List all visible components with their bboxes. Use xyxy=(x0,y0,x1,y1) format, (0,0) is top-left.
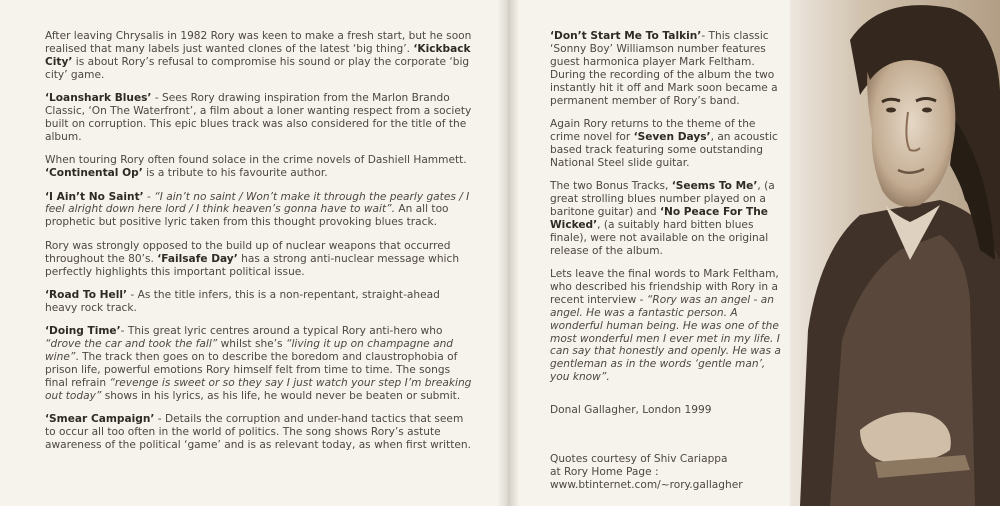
song-title: ‘Continental Op’ xyxy=(45,167,143,180)
sepia-portrait-photo xyxy=(790,0,1000,506)
paragraph-road-to-hell: ‘Road To Hell’ - As the title infers, this is a non-repentant, straight-ahead heavy rock track. xyxy=(45,289,440,314)
portrait-illustration xyxy=(790,0,1000,506)
paragraph-dont-start-me-to-talkin: ‘Don’t Start Me To Talkin’- This classic ‘Sonny Boy’ Williamson number features guest harmonica player Mark Feltham. During the recording of the album the two instantly hit it off and Mark soon became a permanent member of Rory’s band. xyxy=(550,30,778,107)
paragraph-loanshark-blues: ‘Loanshark Blues’ - Sees Rory drawing inspiration from the Marlon Brando Classic, ‘On The Waterfront’, a film about a loner wanting respect from a society built on corruption. This epic blues track was also considered for the title of the album. xyxy=(45,92,472,143)
lyric-quote: “revenge is sweet or so they say I just watch your step I’m breaking out today” xyxy=(45,376,472,402)
booklet-fold xyxy=(497,0,519,506)
paragraph-i-aint-no-saint: ‘I Ain’t No Saint’ - “I ain’t no saint / Won’t make it through the pearly gates / I feel alright down here lord / I think heaven’s gonna have to wait”. An all too prophetic but positive lyric taken from this thought provoking blues track. xyxy=(45,190,470,229)
credits-line: at Rory Home Page : xyxy=(550,465,659,478)
song-title: ‘Don’t Start Me To Talkin’ xyxy=(550,30,702,42)
song-title: ‘I Ain’t No Saint’ xyxy=(45,190,144,203)
paragraph-doing-time: ‘Doing Time’- This great lyric centres around a typical Rory anti-hero who “drove the car and took the fall” whilst she’s “living it up on champagne and wine”. The track then goes on to describe the boredom and claustrophobia of prison life, powerful emotions Rory himself felt from time to time. The songs final refrain “revenge is sweet or so they say I just watch your step I’m breaking out today” shows in his lyrics, as his life, he would never be beaten or submit. xyxy=(45,325,472,402)
paragraph-bonus-tracks: The two Bonus Tracks, ‘Seems To Me’, (a great strolling blues number played on a baritone guitar) and ‘No Peace For The Wicked’, (a suitably hard bitten blues finale), were not available on the original release of the album. xyxy=(550,180,775,257)
song-title: ‘Seems To Me’ xyxy=(671,180,758,193)
right-text-column xyxy=(550,30,788,502)
interview-quote: “Rory was an angel - an angel. He was a fantastic person. A wonderful human being. He was one of the most wonderful men I ever met in my life. I can say that honestly and openly. He was a gentleman as in the words ‘gentle man’, you know”. xyxy=(550,293,781,384)
paragraph-smear-campaign: ‘Smear Campaign’ - Details the corruption and under-hand tactics that seem to occur all too often in the world of politics. The song shows Rory’s astute awareness of the political ‘game’ and is as relevant today, as when first written. xyxy=(45,413,471,452)
credits-line: Quotes courtesy of Shiv Cariappa xyxy=(550,453,728,466)
song-title: ‘No Peace For The Wicked’ xyxy=(550,205,768,231)
lyric-quote: “living it up on champagne and wine” xyxy=(45,338,454,364)
song-title: ‘Road To Hell’ xyxy=(45,289,128,301)
song-title: ‘Failsafe Day’ xyxy=(157,252,238,265)
paragraph-continental-op: When touring Rory often found solace in the crime novels of Dashiell Hammett. ‘Continental Op’ is a tribute to his favourite author. xyxy=(45,154,467,180)
song-title: ‘Kickback City’ xyxy=(45,42,471,68)
lyric-quote: “drove the car and took the fall” xyxy=(45,338,218,351)
credits-url: www.btinternet.com/~rory.gallagher xyxy=(550,478,743,491)
left-text-column xyxy=(45,30,475,462)
paragraph-seven-days: Again Rory returns to the theme of the crime novel for ‘Seven Days’, an acoustic based track featuring some outstanding National Steel slide guitar. xyxy=(550,117,778,169)
paragraph-failsafe-day: Rory was strongly opposed to the build up of nuclear weapons that occurred throughout the 80’s. ‘Failsafe Day’ has a strong anti-nuclear message which perfectly highlights this important political issue. xyxy=(45,239,460,278)
paragraph-kickback-city: After leaving Chrysalis in 1982 Rory was keen to make a fresh start, but he soon realised that many labels just wanted clones of the latest ‘big thing’. ‘Kickback City’ is about Rory’s refusal to compromise his sound or play the corporate ‘big city’ game. xyxy=(45,30,472,81)
song-title: ‘Seven Days’ xyxy=(633,130,711,143)
song-title: ‘Doing Time’ xyxy=(45,325,121,338)
song-title: ‘Smear Campaign’ xyxy=(45,413,155,426)
credits xyxy=(550,453,788,492)
song-title: ‘Loanshark Blues’ xyxy=(45,92,152,105)
paragraph-final-words: Lets leave the final words to Mark Feltham, who described his friendship with Rory in a recent interview - “Rory was an angel - an angel. He was a fantastic person. A wonderful human being. He was one of the most wonderful men I ever met in my life. I can say that honestly and openly. He was a gentleman as in the words ‘gentle man’, you know”. xyxy=(550,268,781,384)
signature: Donal Gallagher, London 1999 xyxy=(550,404,712,417)
lyric-quote: “I ain’t no saint / Won’t make it through the pearly gates / I feel alright down here lord / I think heaven’s gonna have to wait”. xyxy=(45,190,470,216)
